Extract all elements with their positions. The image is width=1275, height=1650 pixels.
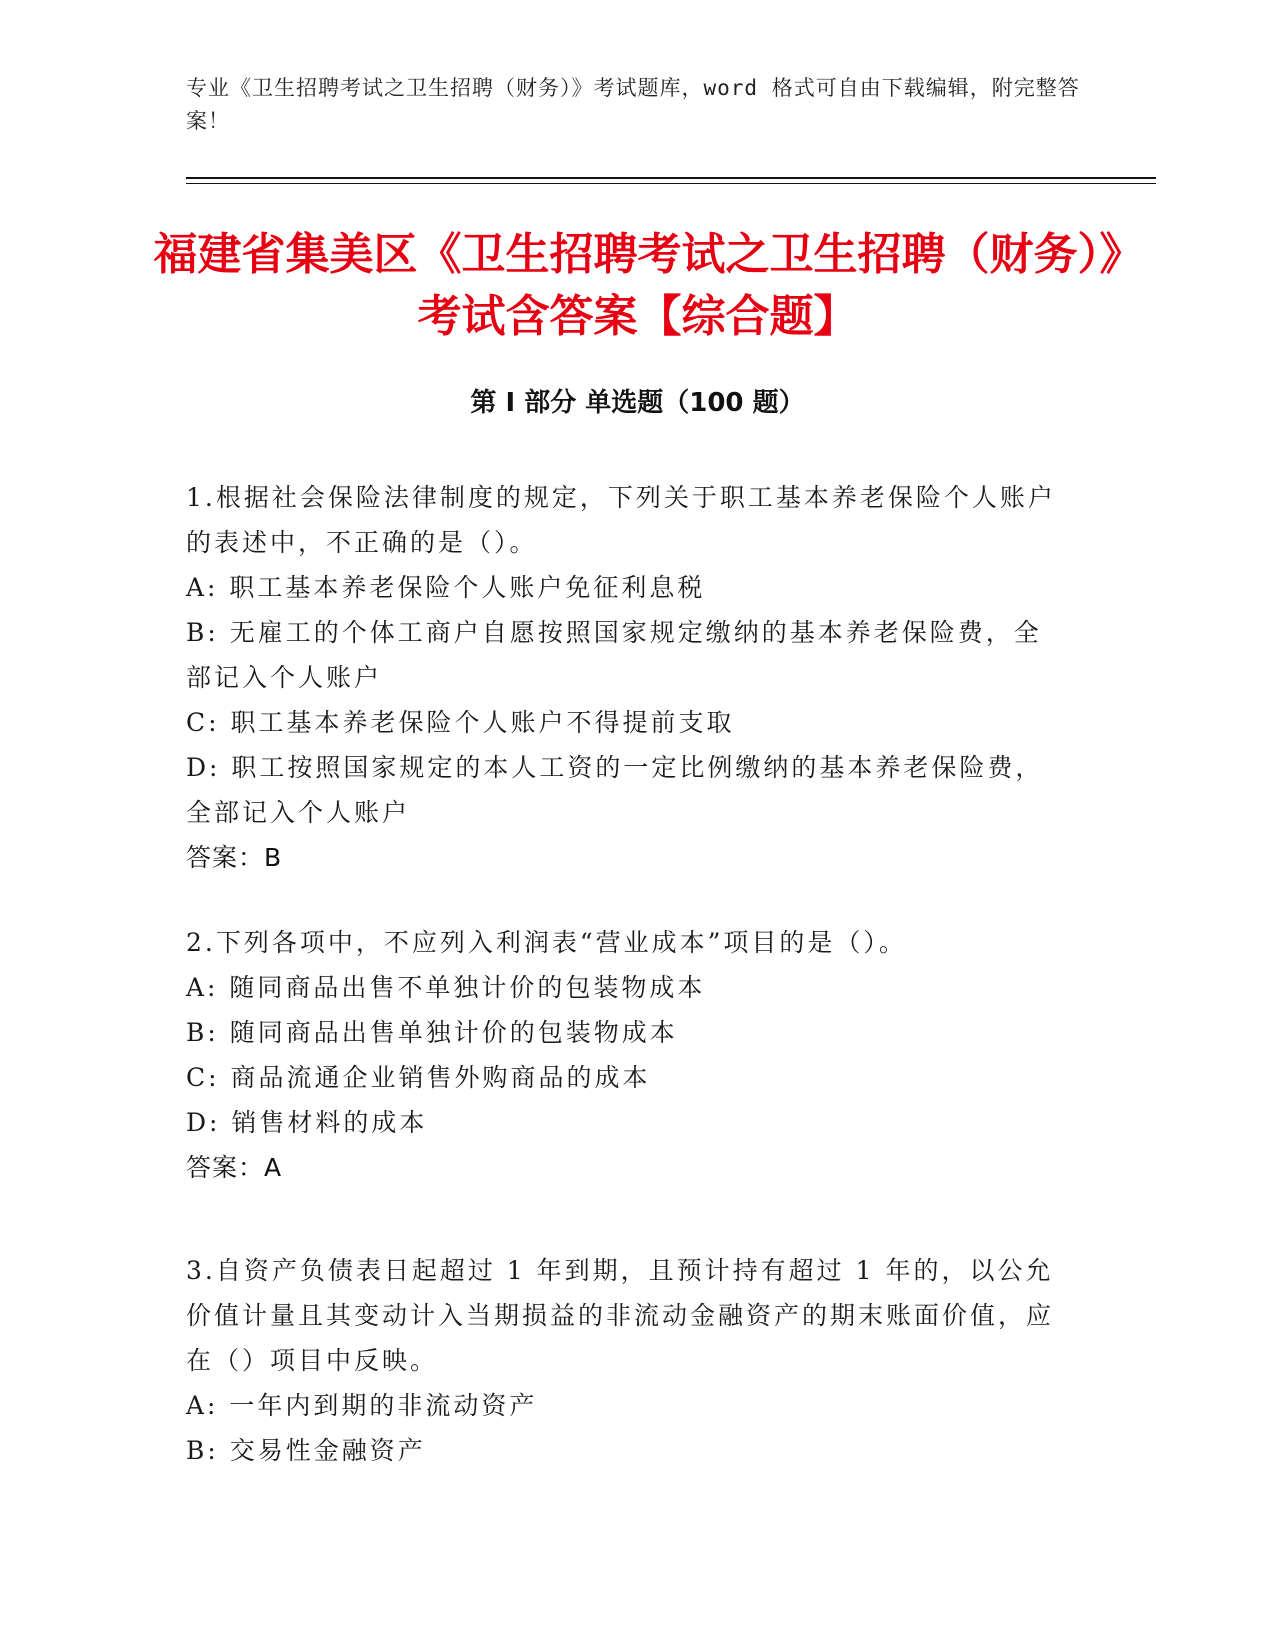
section-heading: 第 I 部分 单选题（100 题）	[470, 388, 805, 418]
option-b: B: 无雇工的个体工商户自愿按照国家规定缴纳的基本养老保险费，全部记入个人账户	[186, 618, 1042, 692]
option-c: C: 商品流通企业销售外购商品的成本	[186, 1063, 651, 1092]
question-stem: 1.根据社会保险法律制度的规定，下列关于职工基本养老保险个人账户的表述中，不正确的是（）。	[186, 483, 1056, 557]
answer-label: 答案：A	[186, 1153, 283, 1182]
answer-label: 答案：B	[186, 843, 283, 872]
option-b: B: 交易性金融资产	[186, 1436, 426, 1465]
header-divider-thick	[186, 177, 1156, 179]
option-c: C: 职工基本养老保险个人账户不得提前支取	[186, 708, 735, 737]
option-d: D: 销售材料的成本	[186, 1108, 428, 1137]
option-a: A: 随同商品出售不单独计价的包装物成本	[186, 973, 706, 1002]
question-stem: 3.自资产负债表日起超过 1 年到期，且预计持有超过 1 年的，以公允价值计量且其变动计入当期损益的非流动金融资产的期末账面价值，应在（）项目中反映。	[186, 1256, 1055, 1375]
question-1	[186, 475, 1066, 880]
page-header-text: 专业《卫生招聘考试之卫生招聘（财务）》考试题库，word 格式可自由下载编辑，附完整答案！	[186, 76, 1080, 133]
option-d: D: 职工按照国家规定的本人工资的一定比例缴纳的基本养老保险费，全部记入个人账户	[186, 753, 1044, 827]
question-3	[186, 1248, 1066, 1473]
option-b: B: 随同商品出售单独计价的包装物成本	[186, 1018, 678, 1047]
option-a: A: 一年内到期的非流动资产	[186, 1391, 538, 1420]
question-2	[186, 920, 1066, 1190]
option-a: A: 职工基本养老保险个人账户免征利息税	[186, 573, 706, 602]
document-title: 福建省集美区《卫生招聘考试之卫生招聘（财务）》考试含答案【综合题】	[153, 229, 1122, 342]
question-stem: 2.下列各项中，不应列入利润表“营业成本”项目的是（）。	[186, 928, 907, 957]
header-divider-thin	[186, 183, 1156, 184]
